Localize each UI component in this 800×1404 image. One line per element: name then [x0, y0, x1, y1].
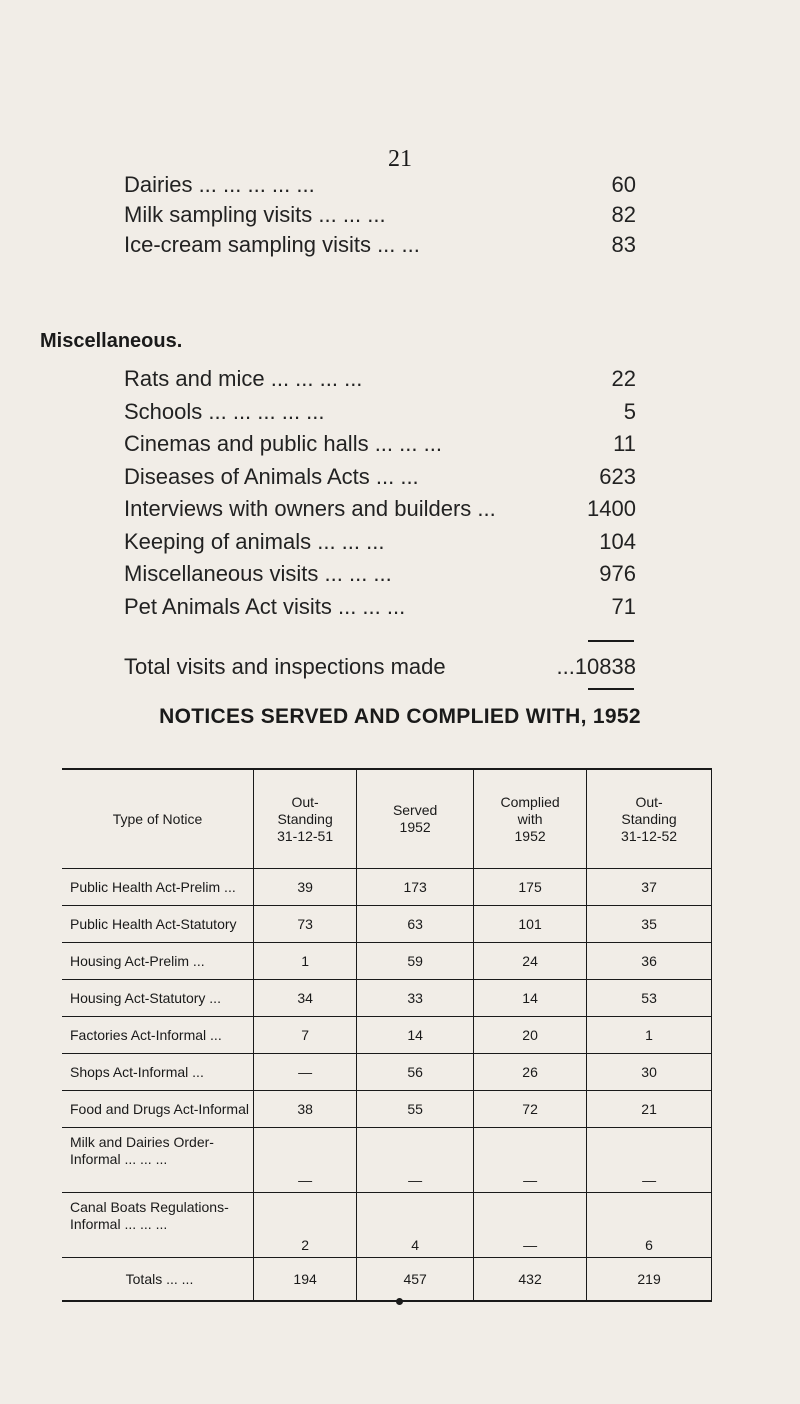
- totals-label: Totals ... ...: [62, 1258, 253, 1302]
- misc-item-value: 22: [611, 366, 636, 391]
- misc-item-value: 976: [599, 561, 636, 586]
- visit-value: 83: [611, 232, 636, 257]
- header-served-1952: Served 1952: [357, 769, 474, 869]
- table-cell: —: [253, 1128, 356, 1193]
- misc-item-label: Miscellaneous visits ... ... ...: [124, 561, 392, 586]
- table-cell: 59: [357, 943, 474, 980]
- table-cell: 30: [587, 1054, 712, 1091]
- notices-body: [62, 869, 712, 1302]
- table-row: [62, 1193, 712, 1258]
- misc-item-value: 1400: [587, 496, 636, 521]
- table-row: [62, 869, 712, 906]
- total-row: [124, 652, 636, 682]
- table-row: [62, 1017, 712, 1054]
- totals-value-cell: 457: [357, 1258, 474, 1302]
- notice-type-cell: Public Health Act-Statutory: [62, 906, 253, 943]
- misc-item-label: Keeping of animals ... ... ...: [124, 528, 385, 554]
- notices-header-row: [62, 769, 712, 869]
- misc-item-value: 104: [599, 528, 636, 554]
- table-row: [62, 1091, 712, 1128]
- misc-item-label: Schools ... ... ... ... ...: [124, 398, 325, 424]
- notice-type-cell: Housing Act-Statutory ...: [62, 980, 253, 1017]
- table-cell: 33: [357, 980, 474, 1017]
- visit-label: Dairies ... ... ... ... ...: [124, 172, 315, 197]
- visit-value: 82: [611, 202, 636, 227]
- total-rule: [588, 688, 634, 690]
- table-cell: 7: [253, 1017, 356, 1054]
- visit-value: 60: [611, 172, 636, 197]
- total-label: Total visits and inspections made: [124, 654, 446, 679]
- table-cell: —: [474, 1128, 587, 1193]
- subtotal-rule: [588, 640, 634, 642]
- table-cell: 39: [253, 869, 356, 906]
- misc-item-row: [124, 429, 636, 459]
- table-cell: 20: [474, 1017, 587, 1054]
- table-row: [62, 980, 712, 1017]
- table-cell: 55: [357, 1091, 474, 1128]
- table-row: [62, 943, 712, 980]
- page-dot: [396, 1298, 403, 1305]
- table-cell: 35: [587, 906, 712, 943]
- notice-type-cell: Food and Drugs Act-Informal: [62, 1091, 253, 1128]
- table-cell: 73: [253, 906, 356, 943]
- table-cell: 14: [474, 980, 587, 1017]
- table-cell: 63: [357, 906, 474, 943]
- misc-item-value: 11: [613, 431, 636, 456]
- misc-item-label: Interviews with owners and builders ...: [124, 496, 496, 521]
- table-cell: —: [253, 1054, 356, 1091]
- misc-item-label: Pet Animals Act visits ... ... ...: [124, 593, 406, 619]
- table-cell: 2: [253, 1193, 356, 1258]
- misc-item-row: [124, 559, 636, 589]
- notice-type-cell: Public Health Act-Prelim ...: [62, 869, 253, 906]
- misc-item-row: [124, 494, 636, 524]
- total-value: ...10838: [556, 654, 636, 679]
- totals-value-cell: 194: [253, 1258, 356, 1302]
- header-complied-1952: Complied with 1952: [474, 769, 587, 869]
- totals-value-cell: 219: [587, 1258, 712, 1302]
- visit-label: Ice-cream sampling visits ... ...: [124, 232, 420, 257]
- misc-item-row: [124, 527, 636, 557]
- table-cell: 24: [474, 943, 587, 980]
- table-cell: 56: [357, 1054, 474, 1091]
- table-row: [62, 1054, 712, 1091]
- table-cell: 6: [587, 1193, 712, 1258]
- notice-type-cell: Housing Act-Prelim ...: [62, 943, 253, 980]
- header-type-of-notice: Type of Notice: [62, 769, 253, 869]
- totals-row: [62, 1258, 712, 1302]
- visit-row: [124, 230, 636, 260]
- misc-item-label: Diseases of Animals Acts ... ...: [124, 463, 419, 489]
- notices-title: NOTICES SERVED AND COMPLIED WITH, 1952: [159, 705, 641, 728]
- totals-value-cell: 432: [474, 1258, 587, 1302]
- notice-type-cell: Canal Boats Regulations- Informal ... ... ...: [62, 1193, 253, 1258]
- misc-item-value: 623: [599, 463, 636, 489]
- table-cell: 34: [253, 980, 356, 1017]
- notice-type-cell: Factories Act-Informal ...: [62, 1017, 253, 1054]
- notice-type-cell: Shops Act-Informal ...: [62, 1054, 253, 1091]
- misc-item-label: Rats and mice ... ... ... ...: [124, 366, 363, 391]
- table-cell: —: [587, 1128, 712, 1193]
- notice-type-cell: Milk and Dairies Order- Informal ... ... ...: [62, 1128, 253, 1193]
- table-cell: 21: [587, 1091, 712, 1128]
- misc-item-row: [124, 462, 636, 492]
- table-cell: 37: [587, 869, 712, 906]
- table-cell: 38: [253, 1091, 356, 1128]
- misc-item-value: 71: [611, 593, 636, 619]
- visit-label: Milk sampling visits ... ... ...: [124, 202, 386, 227]
- page-number: 21: [388, 146, 412, 172]
- header-outstanding-1951: Out- Standing 31-12-51: [253, 769, 356, 869]
- table-cell: 173: [357, 869, 474, 906]
- notices-table: [62, 768, 712, 1302]
- visit-row: [124, 200, 636, 230]
- table-cell: 53: [587, 980, 712, 1017]
- table-cell: 1: [253, 943, 356, 980]
- table-cell: 36: [587, 943, 712, 980]
- table-cell: 14: [357, 1017, 474, 1054]
- table-row: [62, 906, 712, 943]
- table-cell: 4: [357, 1193, 474, 1258]
- table-cell: —: [474, 1193, 587, 1258]
- table-cell: 101: [474, 906, 587, 943]
- table-cell: 175: [474, 869, 587, 906]
- visit-row: [124, 170, 636, 200]
- misc-item-value: 5: [623, 398, 636, 424]
- table-cell: 26: [474, 1054, 587, 1091]
- table-cell: 1: [587, 1017, 712, 1054]
- header-outstanding-1952: Out- Standing 31-12-52: [587, 769, 712, 869]
- table-cell: 72: [474, 1091, 587, 1128]
- misc-item-row: [124, 397, 636, 427]
- misc-item-row: [124, 364, 636, 394]
- table-row: [62, 1128, 712, 1193]
- miscellaneous-heading: Miscellaneous.: [40, 330, 183, 352]
- misc-item-label: Cinemas and public halls ... ... ...: [124, 431, 442, 456]
- table-cell: —: [357, 1128, 474, 1193]
- misc-item-row: [124, 592, 636, 622]
